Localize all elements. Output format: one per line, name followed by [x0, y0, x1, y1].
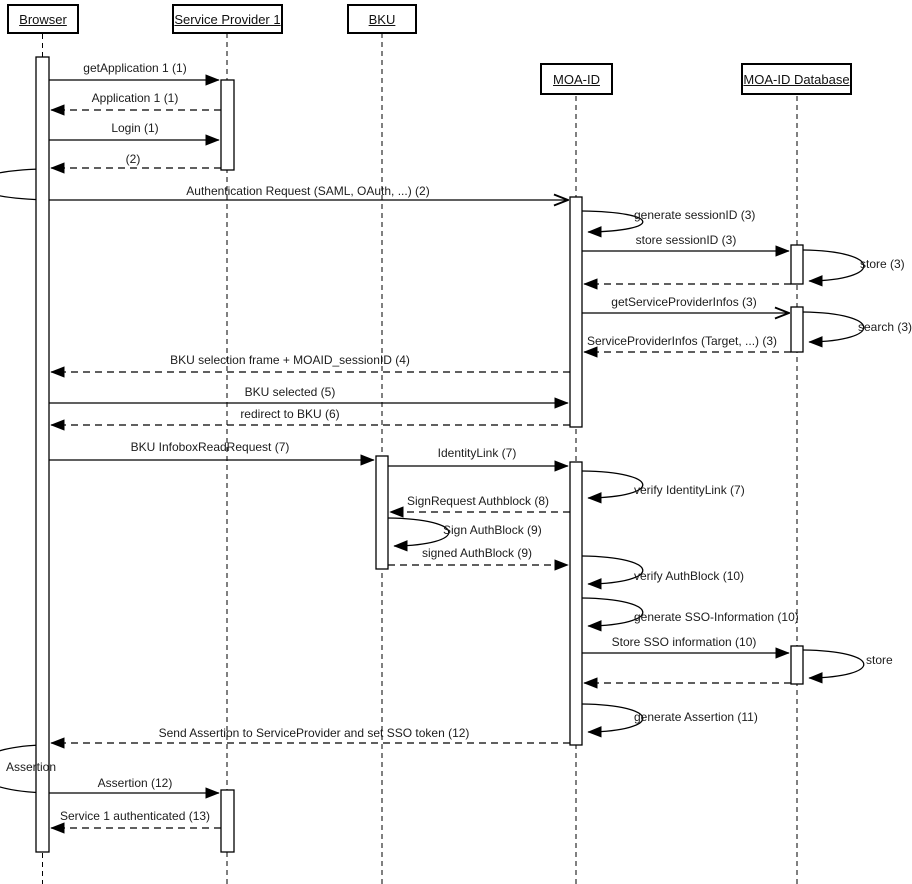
activation-db-store-session [791, 245, 803, 284]
label-get-sp-infos: getServiceProviderInfos (3) [611, 295, 757, 309]
label-store-session-id: store sessionID (3) [635, 233, 737, 247]
actor-moa-id [540, 63, 613, 95]
activation-moa-id-1 [570, 197, 582, 427]
loop-store-session [803, 250, 864, 281]
actor-service-provider-1-label: Service Provider 1 [174, 11, 281, 27]
label-application-return: Application 1 (1) [91, 91, 179, 105]
label-search: search (3) [858, 320, 912, 334]
label-generate-sso-information: generate SSO-Information (10) [634, 610, 799, 624]
label-login: Login (1) [111, 121, 159, 135]
label-sign-authblock: Sign AuthBlock (9) [443, 523, 542, 537]
label-assertion-redirect: Assertion [6, 760, 57, 774]
label-identity-link: IdentityLink (7) [437, 446, 517, 460]
label-infobox-read-request: BKU InfoboxReadRequest (7) [130, 440, 290, 454]
label-assertion: Assertion (12) [97, 776, 173, 790]
activation-bku [376, 456, 388, 569]
actor-moa-id-label: MOA-ID [553, 71, 600, 87]
actor-bku [347, 4, 417, 34]
activation-moa-id-2 [570, 462, 582, 745]
label-login-return: (2) [125, 152, 141, 166]
label-store-session: store (3) [860, 257, 905, 271]
actor-service-provider-1 [172, 4, 283, 34]
label-bku-selection-frame: BKU selection frame + MOAID_sessionID (4) [170, 353, 410, 367]
activation-service-provider-1b [221, 790, 234, 852]
actor-moa-id-database [741, 63, 852, 95]
actor-browser [7, 4, 79, 34]
loop-store-sso [803, 650, 864, 678]
label-redirect-to-bku: redirect to BKU (6) [240, 407, 340, 421]
label-get-application: getApplication 1 (1) [83, 61, 187, 75]
label-verify-authblock: verify AuthBlock (10) [634, 569, 745, 583]
label-generate-assertion: generate Assertion (11) [634, 710, 758, 724]
label-store-sso-information: Store SSO information (10) [611, 635, 757, 649]
actor-bku-label: BKU [368, 11, 396, 27]
label-verify-identity-link: verify IdentityLink (7) [634, 483, 745, 497]
label-generate-session-id: generate sessionID (3) [634, 208, 756, 222]
loop-sign-authblock [388, 518, 449, 546]
activation-db-store-sso [791, 646, 803, 684]
label-sp-infos-return: ServiceProviderInfos (Target, ...) (3) [586, 334, 778, 348]
label-store-sso: store [866, 653, 893, 667]
label-signed-authblock: signed AuthBlock (9) [421, 546, 533, 560]
label-bku-selected: BKU selected (5) [244, 385, 336, 399]
loop-search [803, 312, 864, 342]
activation-db-search [791, 307, 803, 352]
label-service-authenticated: Service 1 authenticated (13) [59, 809, 211, 823]
actor-moa-id-database-label: MOA-ID Database [743, 71, 850, 87]
activation-browser [36, 57, 49, 852]
label-authentication-request: Authentication Request (SAML, OAuth, ...) (2) [186, 184, 430, 198]
label-send-assertion: Send Assertion to ServiceProvider and set SSO token (12) [158, 726, 470, 740]
actor-browser-label: Browser [19, 11, 67, 27]
activation-service-provider-1a [221, 80, 234, 170]
label-sign-request-authblock: SignRequest Authblock (8) [406, 494, 550, 508]
